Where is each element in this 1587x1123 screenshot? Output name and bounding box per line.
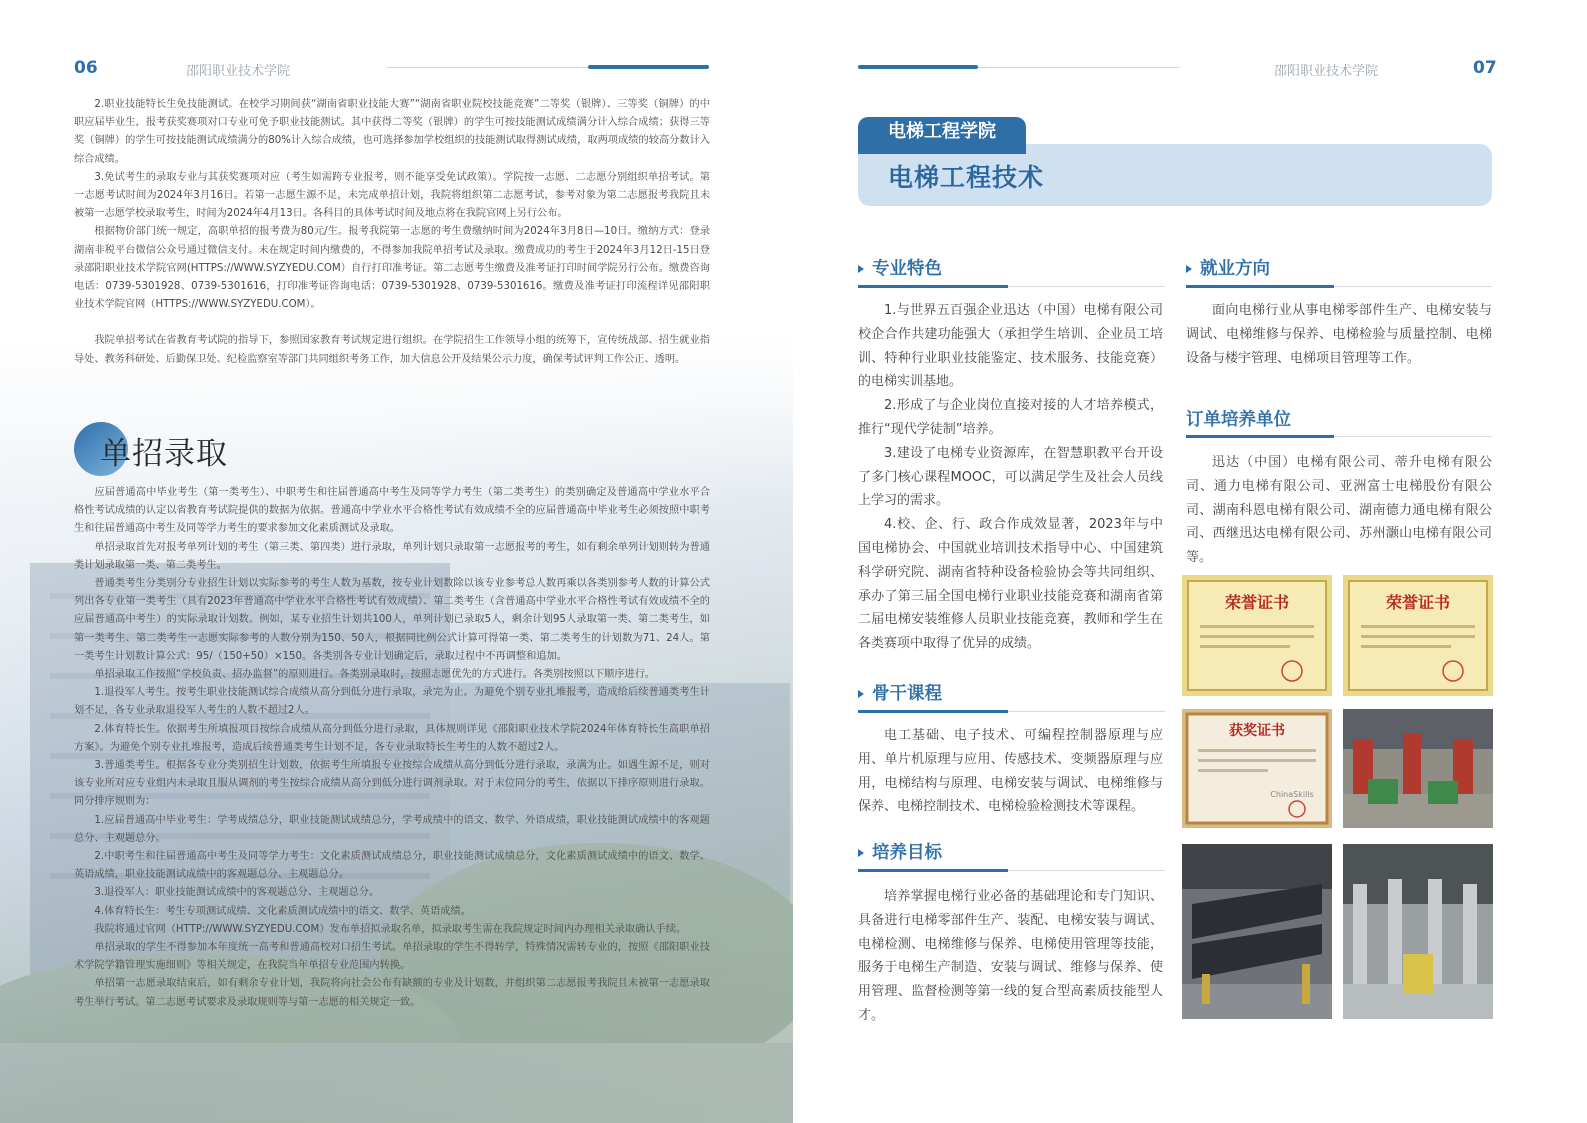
feature-item: 1.与世界五百强企业迅达（中国）电梯有限公司校企合作共建功能强大（承担学生培训、企业员工培训、特种行业职业技能鉴定、技术服务、技能竞赛）的电梯实训基地。 [858,303,1163,390]
order-heading: 订单培养单位 [1186,410,1291,430]
training-workshop-photo [1343,709,1493,828]
paragraph: 2.职业技能特长生免技能测试。在校学习期间获“湖南省职业技能大赛”“湖南省职业院校技能竞赛”二等奖（银牌）、三等奖（铜牌）的中职应届毕业生，报考获奖赛项对口专业可免予职业技能测试。其中获得二等奖（银牌）的学生可按技能测试成绩满分计入综合成绩；获得三等奖（铜牌）的学生可按技能测试成绩满分的80%计入综合成绩，也可选择参加学校组织的技能测试取得测试成绩，取两项成绩的较高分数计入综合成绩。 [74,99,710,165]
goal: 培养掌握电梯行业必备的基础理论和专门知识、具备进行电梯零部件生产、装配、电梯安装与调试、电梯检测、电梯维修与保养、电梯使用管理等技能，服务于电梯生产制造、安装与调试、维修与保养、使用管理、监督检测等第一线的复合型高素质技能型人才。 [858,889,1163,1023]
goal-text [858,885,1163,1028]
features-heading: 专业特色 [858,255,942,280]
core-courses-text [858,724,1163,819]
paragraph: 单招录取的学生不得参加本年度统一高考和普通高校对口招生考试。单招录取的学生不得转学，特殊情况需转专业的，按照《邵阳职业技术学院学籍管理实施细则》等相关规定，在我院当年单招专业范围内转换。 [74,942,710,972]
honor-certificate-photo [1182,575,1332,696]
order-units: 迅达（中国）电梯有限公司、蒂升电梯有限公司、通力电梯有限公司、亚洲富士电梯股份有限公司、湖南科恩电梯有限公司、湖南德力通电梯有限公司、西继迅达电梯有限公司、苏州灏山电梯有限公司等。 [1186,455,1492,566]
feature-item: 3.建设了电梯专业资源库，在智慧职教平台开设了多门核心课程MOOC，可以满足学生及社会人员线上学习的需求。 [858,445,1163,509]
award-certificate-photo [1182,709,1332,828]
escalator-lab-photo [1182,844,1332,1019]
major-title: 电梯工程技术 [888,163,1045,192]
certificate-image [1182,709,1332,828]
paragraph: 1.应届普通高中毕业考生：学考成绩总分，职业技能测试成绩总分，学考成绩中的语文、数学、外语成绩，职业技能测试成绩中的客观题总分、主观题总分。 [74,814,710,844]
elevator-image [1343,844,1493,1019]
page-number: 07 [1473,58,1497,78]
admission-text [74,484,710,1012]
heading-rule-accent [858,869,1008,872]
honor-certificate-photo [1343,575,1493,696]
certificate-title: 荣誉证书 [1224,593,1290,612]
triangle-bullet-icon [1186,265,1192,273]
exemption-text [74,96,710,369]
feature-item: 4.校、企、行、政合作成效显著，2023年与中国电梯协会、中国就业培训技术指导中心、中国建筑科学研究院、湖南省特种设备检验协会等共同组织、承办了第三届全国电梯行业职业技能竞赛和湖南省第二届电梯安装维修人员职业技能竞赛，教师和学生在各类赛项中取得了优异的成绩。 [858,517,1163,652]
features-text [858,299,1163,656]
paragraph: 普通类考生分类别分专业招生计划以实际参考的考生人数为基数，按专业计划数除以该专业参考总人数再乘以各类别参考人数的计算公式列出各专业第一类考生（具有2023年普通高中学业水平合格性考试有效成绩）、第二类考生（含普通高中学业水平合格性考试有效成绩不全的应届普通高中考生）的实际录取计划数。例如，某专业招生计划共100人，单列计划已录取5人，剩余计划95人录取第一类、第二类考生，如第一类考生、第二类考生一志愿实际参考的人数分别为150、50人，根据同比例公式计算可得第一类、第二类考生的计划数为71、24人。第一类考生计划数计算公式：95/（150+50）×150。各类别各专业计划确定后，录取过程中不再调整和追加。 [74,578,710,662]
feature-item: 2.形成了与企业岗位直接对接的人才培养模式，推行“现代学徒制”培养。 [858,398,1163,437]
paragraph: 根据物价部门统一规定，高职单招的报考费为80元/生。报考我院第一志愿的考生费缴纳时间为2024年3月8日—10日。缴纳方式：登录湖南非税平台微信公众号通过微信支付。未在规定时间内缴费的，不得参加我院单招考试及录取。缴费成功的考生于2024年3月12日-15日登录邵阳职业技术学院官网(HTTPS://WWW.SYZYEDU.COM）自行打印准考证。第二志愿考生缴费及准考证打印时间学院另行公布。缴费咨询电话：0739-5301928、0739-5301616，打印准考证咨询电话：0739-5301928、0739-5301616。缴费及准考证打印流程详见邵阳职业技术学院官网（HTTPS://WWW.SYZYEDU.COM）。 [74,226,710,311]
header-rule-accent [858,65,978,69]
triangle-bullet-icon [858,265,864,273]
heading-rule-accent [858,710,1008,713]
paragraph: 应届普通高中毕业考生（第一类考生）、中职考生和往届普通高中考生及同等学力考生（第二类考生）的类别确定及普通高中学业水平合格性考试成绩的认定以省教育考试院提供的数据为依据。普通高中学业水平合格性考试有效成绩不全的应届普通高中毕业考生必须按照中职考生和往届普通高中考生及同等学力考生的要求参加文化素质测试及录取。 [74,487,710,535]
college-tab: 电梯工程学院 [858,117,1026,147]
paragraph: 我院单招考试在省教育考试院的指导下，参照国家教育考试规定进行组织。在学院招生工作领导小组的统筹下，宣传统战部、招生就业指导处、教务科研处、后勤保卫处、纪检监察室等部门共同组织考务工作，加大信息公开及结果公示力度，确保考试评判工作公正、透明。 [74,335,710,365]
chinaskills-badge: ChinaSkills [1270,790,1314,799]
core-courses-heading: 骨干课程 [858,680,942,705]
paragraph: 4.体育特长生：考生专项测试成绩、文化素质测试成绩中的语文、数学、英语成绩。 [94,905,471,917]
paragraph: 单招录取首先对报考单列计划的考生（第三类、第四类）进行录取，单列计划只录取第一志愿报考的考生，如有剩余单列计划则转为普通类计划录取第一类、第二类考生。 [74,541,710,571]
school-name: 邵阳职业技术学院 [1274,64,1379,79]
career-text [1186,299,1492,370]
certificate-image [1343,575,1493,696]
page-number: 06 [74,58,98,78]
triangle-bullet-icon [858,690,864,698]
paragraph: 3.退役军人：职业技能测试成绩中的客观题总分、主观题总分。 [94,887,380,899]
core-courses: 电工基础、电子技术、可编程控制器原理与应用、单片机原理与应用、传感技术、变频器原理与应用，电梯结构与原理、电梯安装与调试、电梯维修与保养、电梯控制技术、电梯检验检测技术等课程。 [858,728,1163,815]
school-name: 邵阳职业技术学院 [186,64,291,79]
section-title: 单招录取 [100,436,228,472]
order-text [1186,451,1492,570]
heading-rule-accent [858,285,1008,288]
header-rule [978,67,1180,68]
header-rule-accent [588,65,709,69]
paragraph: 1.退役军人考生。按考生职业技能测试综合成绩从高分到低分进行录取，录完为止。为避免个别专业扎堆报考，造成给后续普通类考生计划不足，各专业录取退役军人考生的人数不超过2人。 [74,687,710,717]
heading-rule-accent [1186,285,1334,288]
paragraph: 2.体育特长生。依据考生所填报项目按综合成绩从高分到低分进行录取，具体规则详见《邵阳职业技术学院2024年体育特长生高职单招方案》。为避免个别专业扎堆报考，造成后续普通类考生计划不足，各专业录取特长生考生的人数不超过2人。 [74,723,710,753]
paragraph: 我院将通过官网（HTTP://WWW.SYZYEDU.COM）发布单招拟录取名单，拟录取考生需在我院规定时间内办理相关录取确认手续。 [94,923,687,935]
left-page [0,0,793,1123]
paragraph: 单招录取工作按照“学校负责、招办监督”的原则进行。各类别录取时，按照志愿优先的方式进行。各类别按照以下顺序进行。 [94,669,656,681]
section-heading [74,420,294,480]
career: 面向电梯行业从事电梯零部件生产、电梯安装与调试、电梯维修与保养、电梯检验与质量控制、电梯设备与楼宇管理、电梯项目管理等工作。 [1186,303,1492,366]
paragraph: 2.中职考生和往届普通高中考生及同等学力考生：文化素质测试成绩总分，职业技能测试成绩总分，文化素质测试成绩中的语文、数学、英语成绩，职业技能测试成绩中的客观题总分、主观题总分。 [74,851,710,881]
certificate-image [1182,575,1332,696]
career-heading: 就业方向 [1186,255,1270,280]
certificate-title: 荣誉证书 [1385,593,1451,612]
heading-rule-accent [1186,435,1334,438]
escalator-image [1182,844,1332,1019]
triangle-bullet-icon [858,849,864,857]
goal-heading: 培养目标 [858,839,942,864]
elevator-hall-photo [1343,844,1493,1019]
paragraph: 单招第一志愿录取结束后，如有剩余专业计划，我院将向社会公布有缺额的专业及计划数，并组织第二志愿报考我院且未被第一志愿录取考生举行考试。第二志愿考试要求及录取规则等与第一志愿的相关规定一致。 [74,978,710,1008]
paragraph: 3.普通类考生。根据各专业分类别招生计划数，依据考生所填报专业按综合成绩从高分到低分进行录取，录满为止。如遇生源不足，则对该专业所对应专业组内未录取且服从调剂的考生按综合成绩从高分到低分进行调剂录取。对于末位同分的考生，依据以下排序原则进行录取。同分排序规则为： [74,760,710,808]
workshop-image [1343,709,1493,828]
paragraph: 3.免试考生的录取专业与其获奖赛项对应（考生如需跨专业报考，则不能享受免试政策）。学院按一志愿、二志愿分别组织单招考试。第一志愿考试时间为2024年3月16日。若第一志愿生源不足，未完成单招计划，我院将组织第二志愿考试，参考对象为第二志愿报考我院且未被第一志愿学校录取考生，时间为2024年4月13日。各科目的具体考试时间及地点将在我院官网上另行公布。 [74,171,710,220]
certificate-title: 获奖证书 [1229,723,1285,739]
